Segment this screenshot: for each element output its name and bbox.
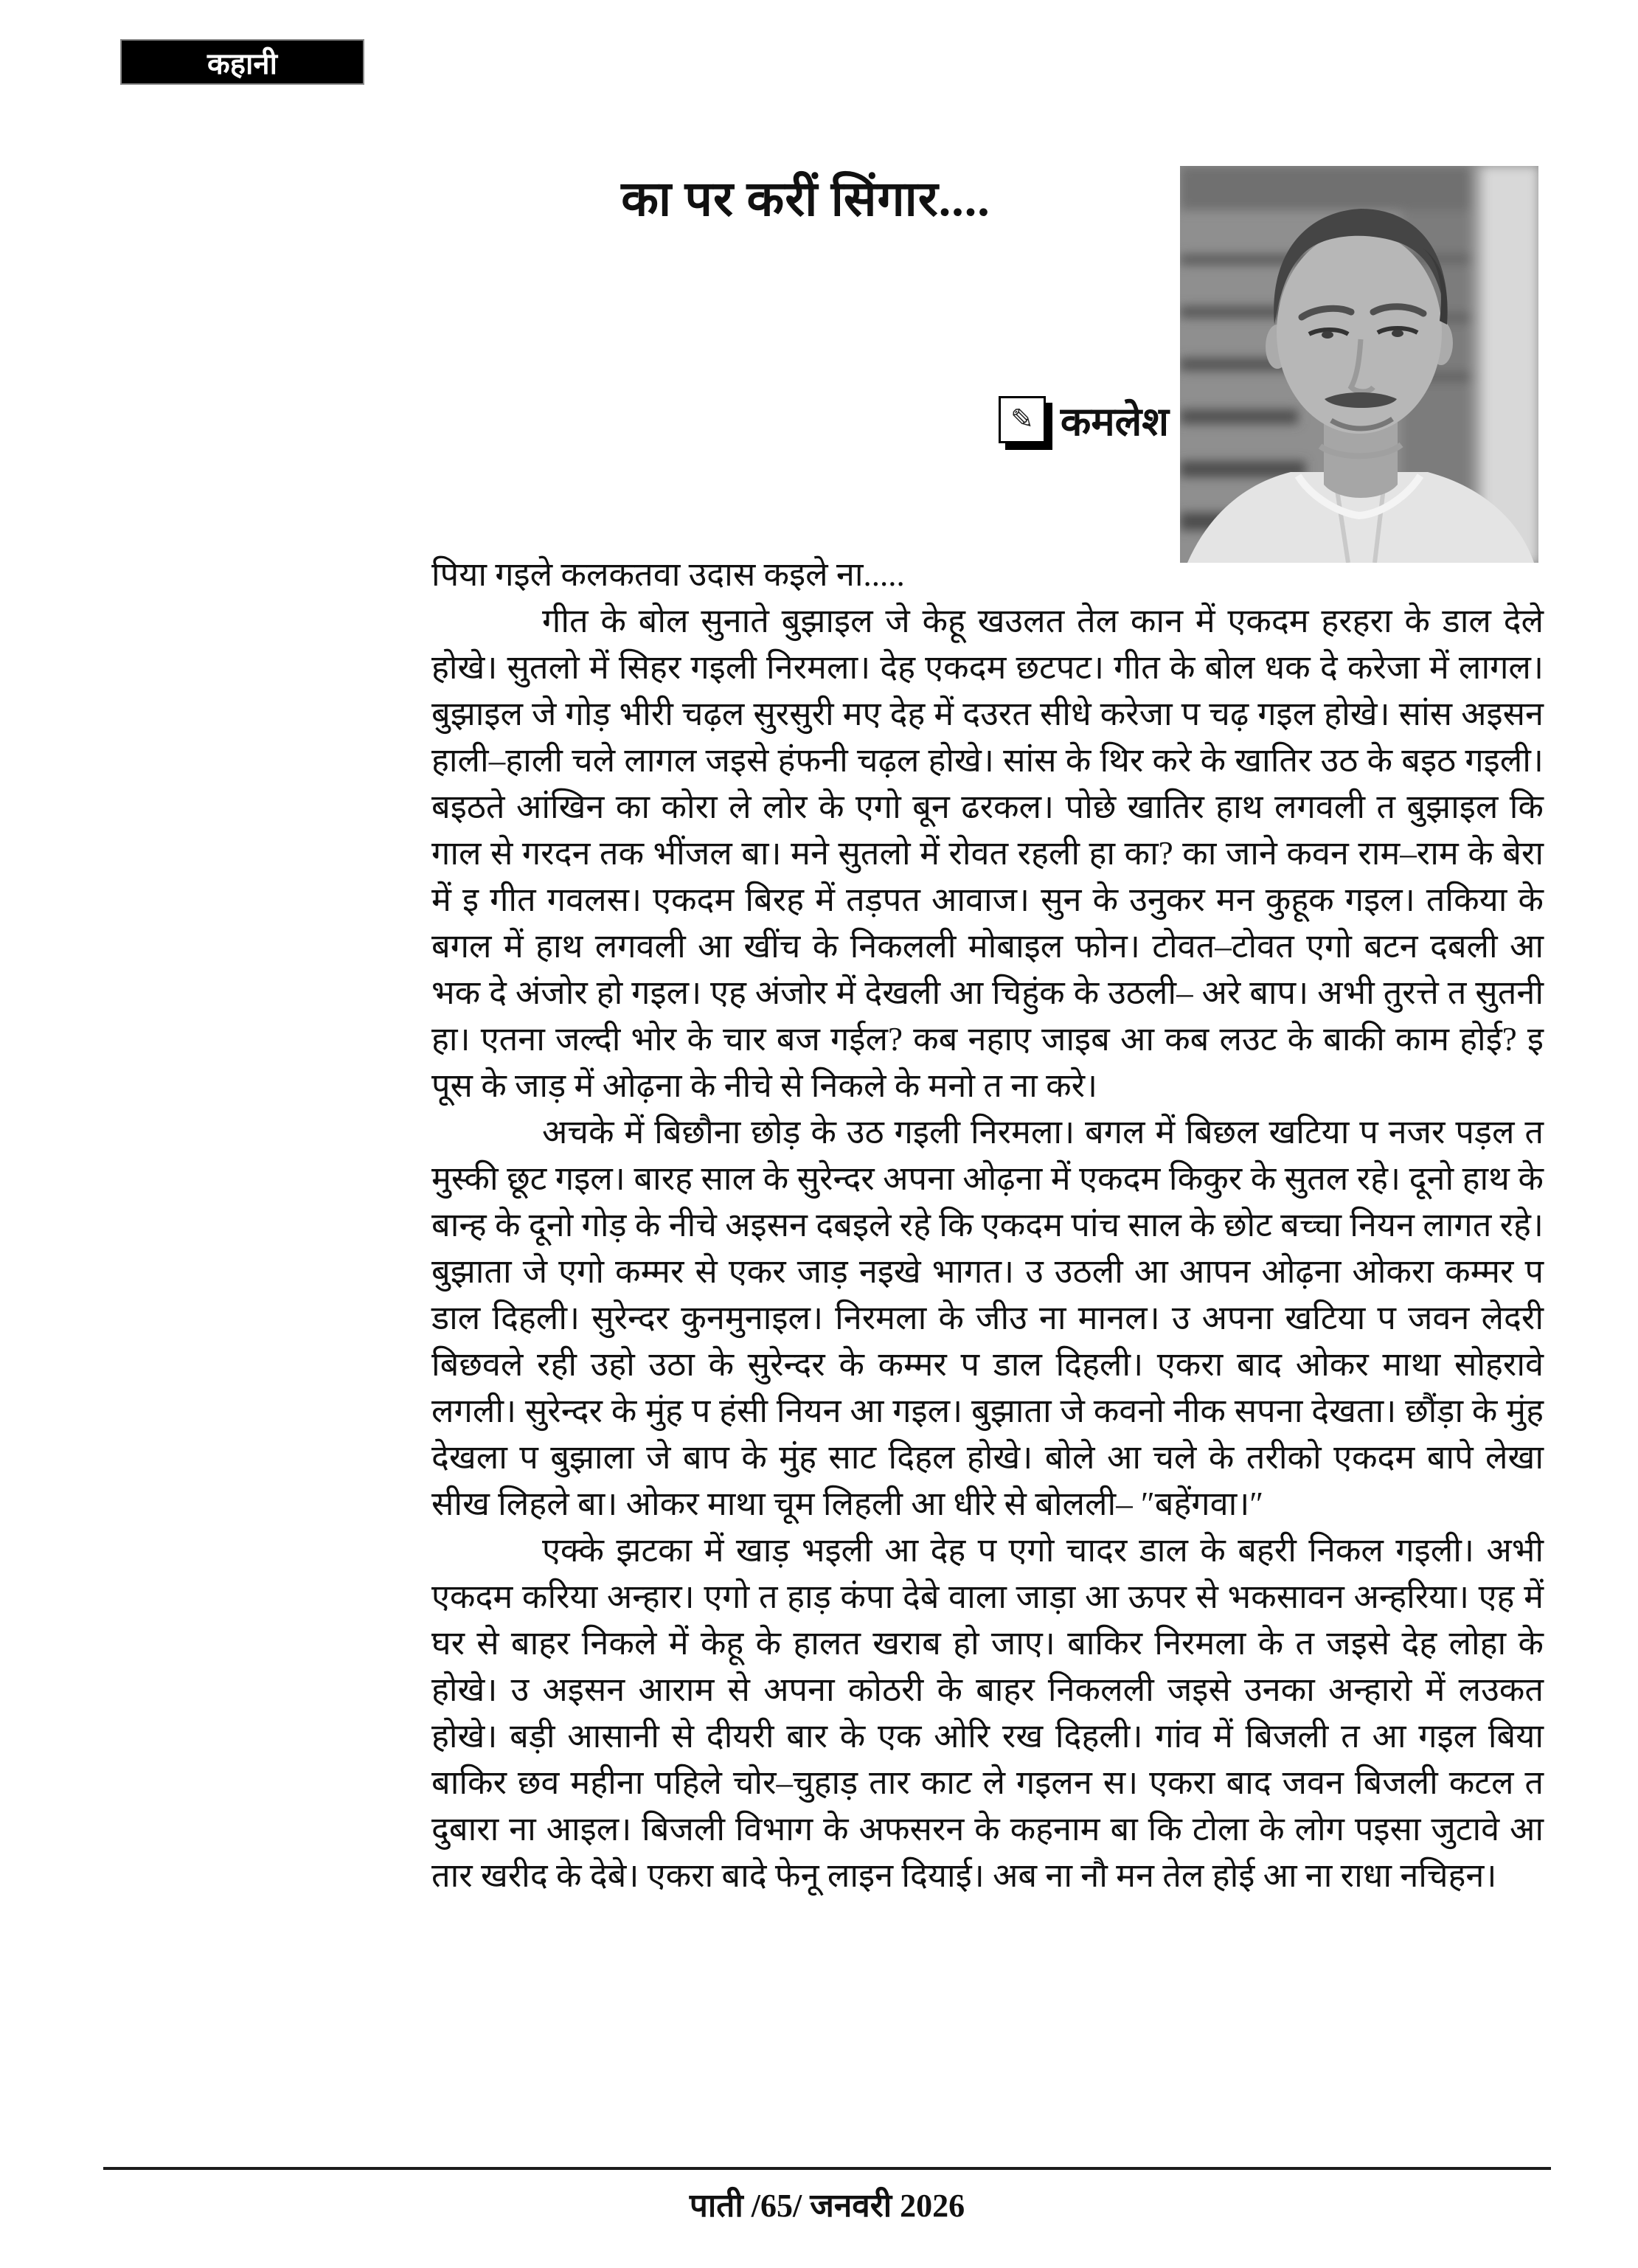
footer-text: पाती /65/ जनवरी 2026 — [689, 2188, 965, 2224]
category-label: कहानी — [207, 47, 277, 80]
footer-divider — [103, 2167, 1551, 2170]
author-photo-image — [1180, 166, 1538, 563]
story-body — [431, 552, 1544, 1899]
story-paragraph-3: एक्के झटका में खाड़ भइली आ देह प एगो चादर डाल के बहरी निकल गइली। अभी एकदम करिया अन्हार। एगो त हाड़ कंपा देबे वाला जाड़ा आ ऊपर से भकसावन अन्हरिया। एह में घर से बाहर निकले में केहू के हालत खराब हो जाए। बाकिर निरमला के त जइसे देह लोहा के होखे। उ अइसन आराम से अपना कोठरी के बाहर निकलली जइसे उनका अन्हारो में लउकत होखे। बड़ी आसानी से दीयरी बार के एक ओरि रख दिहली। गांव में बिजली त आ गइल बिया बाकिर छव महीना पहिले चोर–चुहाड़ तार काट ले गइलन स। एकरा बाद जवन बिजली कटल त दुबारा ना आइल। बिजली विभाग के अफसरन के कहनाम बा कि टोला के लोग पइसा जुटावे आ तार खरीद के देबे। एकरा बादे फेनू लाइन दियाई। अब ना नौ मन तेल होई आ ना राधा नचिहन। — [431, 1532, 1544, 1894]
byline — [431, 392, 1169, 447]
category-tag — [120, 39, 364, 85]
pen-icon-glyph: ✎ — [1010, 404, 1034, 435]
author-photo — [1180, 166, 1538, 563]
page-title: का पर करीं सिंगार.... — [621, 173, 990, 226]
story-paragraph-1: गीत के बोल सुनाते बुझाइल जे केहू खउलत तेल कान में एकदम हरहरा के डाल देले होखे। सुतलो में सिहर गइली निरमला। देह एकदम छटपट। गीत के बोल धक दे करेजा में लागल। बुझाइल जे गोड़ भीरी चढ़ल सुरसुरी मए देह में दउरत सीधे करेजा प चढ़ गइल होखे। सांस अइसन हाली–हाली चले लागल जइसे हंफनी चढ़ल होखे। सांस के थिर करे के खातिर उठ के बइठ गइली। बइठते आंखिन का कोरा ले लोर के एगो बून ढरकल। पोछे खातिर हाथ लगवली त बुझाइल कि गाल से गरदन तक भींजल बा। मने सुतलो में रोवत रहली हा का? का जाने कवन राम–राम के बेरा में इ गीत गवलस। एकदम बिरह में तड़पत आवाज। सुन के उनुकर मन कुहूक गइल। तकिया के बगल में हाथ लगवली आ खींच के निकलली मोबाइल फोन। टोवत–टोवत एगो बटन दबली आ भक दे अंजोर हो गइल। एह अंजोर में देखली आ चिहुंक के उठली– अरे बाप। अभी तुरत्ते त सुतनी हा। एतना जल्दी भोर के चार बज गईल? कब नहाए जाइब आ कब लउट के बाकी काम होई? इ पूस के जाड़ में ओढ़ना के नीचे से निकले के मनो त ना करे। — [431, 603, 1544, 1104]
song-line: पिया गइले कलकतवा उदास कइले ना..... — [431, 556, 905, 593]
author-name: कमलेश — [1060, 400, 1169, 444]
pen-icon — [999, 396, 1046, 443]
story-paragraph-2: अचके में बिछौना छोड़ के उठ गइली निरमला। बगल में बिछल खटिया प नजर पड़ल त मुस्की छूट गइल। बारह साल के सुरेन्दर अपना ओढ़ना में एकदम किकुर के सुतल रहे। दूनो हाथ के बान्ह के दूनो गोड़ के नीचे अइसन दबइले रहे कि एकदम पांच साल के छोट बच्चा नियन लागत रहे। बुझाता जे एगो कम्मर से एकर जाड़ नइखे भागत। उ उठली आ आपन ओढ़ना ओकरा कम्मर प डाल दिहली। सुरेन्दर कुनमुनाइल। निरमला के जीउ ना मानल। उ अपना खटिया प जवन लेदरी बिछवले रही उहो उठा के सुरेन्दर के कम्मर प डाल दिहली। एकरा बाद ओकर माथा सोहरावे लगली। सुरेन्दर के मुंह प हंसी नियन आ गइल। बुझाता जे कवनो नीक सपना देखता। छौंड़ा के मुंह देखला प बुझाला जे बाप के मुंह साट दिहल होखे। बोले आ चले के तरीको एकदम बापे लेखा सीख लिहले बा। ओकर माथा चूम लिहली आ धीरे से बोलली– ″बहेंगवा।″ — [431, 1114, 1544, 1522]
